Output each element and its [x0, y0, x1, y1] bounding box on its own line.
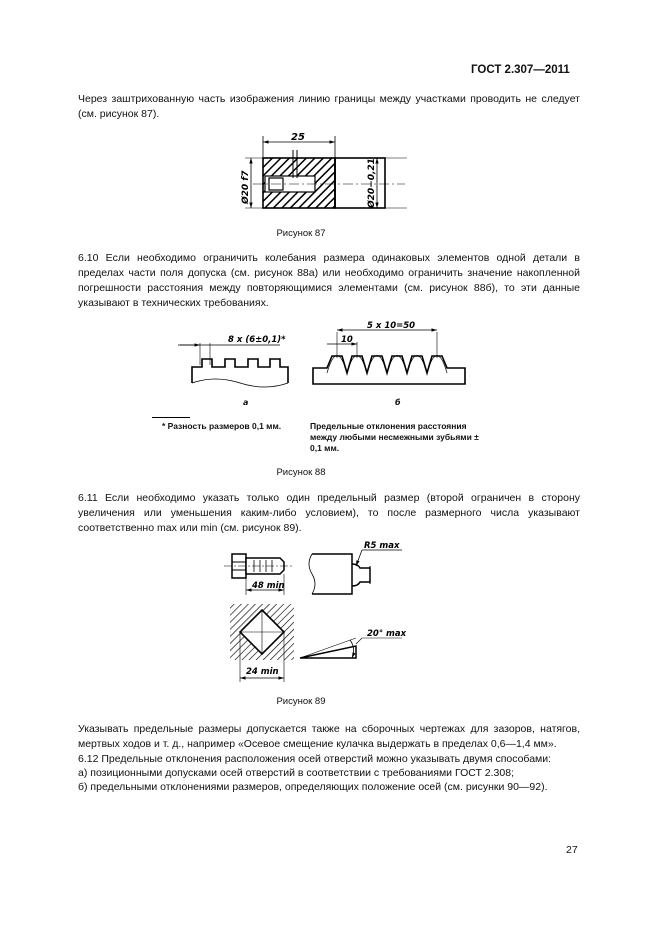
figure-87 — [225, 128, 415, 223]
list-item-b: б) предельными отклонениями размеров, определяющих положение осей (см. рисунки 90—92). — [78, 781, 548, 793]
fig88-note-b: Предельные отклонения расстояния между любыми несмежными зубьями ± 0,1 мм. — [310, 421, 479, 453]
paragraph-6-12: 6.12 Предельные отклонения расположения осей отверстий можно указывать двумя способами: — [78, 753, 552, 765]
paragraph-limits: Указывать предельные размеры допускается также на сборочных чертежах для зазоров, натягов, мертвых ходов и т. д., например «Осевое смещение кулачка выдержать в пределах 0,6—1,4 мм». — [78, 723, 580, 750]
fig88b-label: б — [395, 398, 401, 407]
fig88b-dim-total: 5 x 10=50 — [367, 321, 416, 331]
paragraph-fig87-intro: Через заштрихованную часть изображения линию границы между участками проводить не следует (см. рисунок 87). — [78, 93, 580, 120]
document-header: ГОСТ 2.307—2011 — [471, 64, 570, 76]
fig88-caption: Рисунок 88 — [276, 467, 326, 478]
page-number: 27 — [566, 844, 578, 856]
fig89-dim-angle: 20° max — [367, 629, 407, 639]
fig89-shaft — [312, 554, 352, 594]
fig87-dim-left: Ø20 f7 — [241, 170, 251, 204]
footnote-rule — [152, 417, 190, 418]
fig88a-label: а — [243, 398, 249, 407]
fig88a-dim: 8 x (6±0,1)* — [228, 335, 286, 345]
figure-89 — [220, 540, 410, 688]
paragraph-6-10: 6.10 Если необходимо ограничить колебания размера одинаковых элементов одной детали в пределах части поля допуска (см. рисунок 88а) или необходимо ограничить значение накопленной погрешности расстояния между повторяющимися элементами (см. рисунок 88б), то эти данные указывают в технических требованиях. — [78, 252, 580, 309]
fig88b-dim-step: 10 — [341, 335, 353, 345]
fig89-dim-r5: R5 max — [364, 541, 400, 551]
list-item-a: а) позиционными допусками осей отверстий в соответствии с требованиями ГОСТ 2.308; — [78, 767, 514, 779]
fig87-dim-right: Ø20−0,21 — [367, 158, 377, 208]
fig87-dim-top: 25 — [291, 132, 305, 143]
figure-88b — [305, 318, 480, 398]
figure-88a — [170, 325, 300, 397]
fig89-dim-48: 48 min — [252, 581, 285, 591]
fig87-caption: Рисунок 87 — [276, 228, 326, 239]
fig87-unhatched-block — [335, 158, 385, 208]
fig89-caption: Рисунок 89 — [276, 696, 326, 707]
fig89-dim-24: 24 min — [246, 667, 279, 677]
fig88-note-a: * Разность размеров 0,1 мм. — [162, 421, 282, 431]
paragraph-6-11: 6.11 Если необходимо указать только один предельный размер (второй ограничен в сторону увеличения или уменьшения каким-либо условием), то после размерного числа указывают соответственно max или min (см. рисунок 89). — [78, 492, 580, 534]
